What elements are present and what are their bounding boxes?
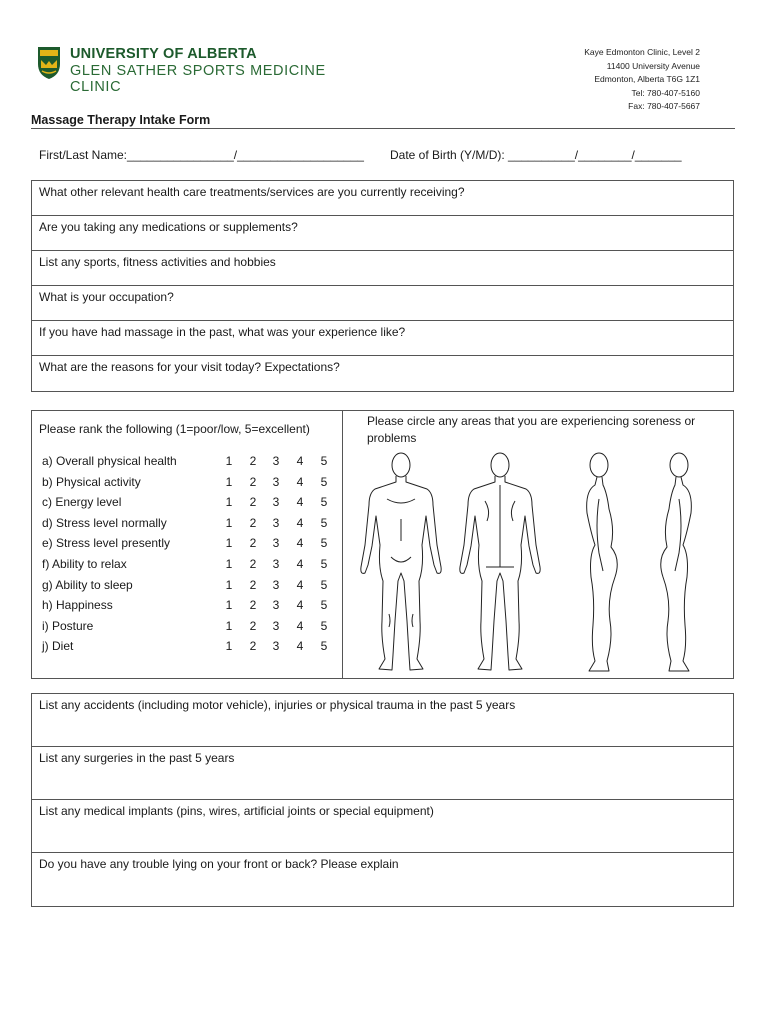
rank-option[interactable]: 1 [225,577,233,592]
rank-row [42,516,342,537]
rank-row [42,495,342,516]
rank-option[interactable]: 1 [225,618,233,633]
question-row[interactable] [32,216,733,251]
history-row[interactable] [32,747,733,800]
rank-option[interactable]: 5 [320,618,328,633]
rank-label: a) Overall physical health [42,454,177,468]
history-label: List any surgeries in the past 5 years [39,751,235,765]
rank-option[interactable]: 1 [225,515,233,530]
rank-option[interactable]: 5 [320,639,328,654]
body-front-icon[interactable] [361,453,441,670]
rank-row [42,598,342,619]
rank-label: f) Ability to relax [42,556,127,571]
rank-option[interactable]: 2 [249,639,257,654]
rank-option[interactable]: 5 [320,536,328,551]
university-name: UNIVERSITY OF ALBERTA [70,46,257,62]
general-questions-table [31,180,734,392]
rank-label: h) Happiness [42,598,113,613]
rank-option[interactable]: 4 [296,454,304,468]
question-row[interactable] [32,181,733,216]
name-field[interactable]: First/Last Name:________________/___________________ [39,148,364,162]
rank-label: j) Diet [42,639,74,654]
body-right-side-icon[interactable] [587,453,618,671]
rank-option[interactable]: 2 [249,495,257,510]
rank-option[interactable]: 4 [296,536,304,551]
question-label: Are you taking any medications or supplements? [39,220,298,234]
rank-row [42,578,342,599]
question-label: If you have had massage in the past, what was your experience like? [39,325,406,339]
question-row[interactable] [32,356,733,391]
question-label: What are the reasons for your visit today? Expectations? [39,360,340,374]
rank-option[interactable]: 4 [296,598,304,613]
rank-option[interactable]: 1 [225,454,233,468]
question-row[interactable] [32,321,733,356]
body-back-icon[interactable] [460,453,540,670]
rank-option[interactable]: 3 [272,639,280,654]
rank-option[interactable]: 4 [296,577,304,592]
rank-option[interactable]: 5 [320,556,328,571]
history-label: List any medical implants (pins, wires, artificial joints or special equipment) [39,804,434,818]
rank-option[interactable]: 1 [225,474,233,489]
rank-row [42,619,342,640]
rank-label: g) Ability to sleep [42,577,133,592]
rank-option[interactable]: 1 [225,598,233,613]
rank-option[interactable]: 5 [320,454,328,468]
clinic-logo [36,44,366,95]
form-title: Massage Therapy Intake Form [31,113,211,127]
rank-option[interactable]: 2 [249,618,257,633]
rank-option[interactable]: 3 [272,618,280,633]
address-line: Edmonton, Alberta T6G 1Z1 [594,74,700,85]
rank-label: e) Stress level presently [42,536,171,551]
history-label: Do you have any trouble lying on your front or back? Please explain [39,857,399,871]
clinic-address [584,46,700,114]
rank-option[interactable]: 2 [249,454,257,468]
rank-option[interactable]: 4 [296,618,304,633]
rank-option[interactable]: 2 [249,598,257,613]
rank-option[interactable]: 2 [249,515,257,530]
rank-option[interactable]: 4 [296,556,304,571]
rank-option[interactable]: 3 [272,598,280,613]
rank-option[interactable]: 4 [296,474,304,489]
rank-option[interactable]: 2 [249,536,257,551]
rank-option[interactable]: 2 [249,474,257,489]
rank-option[interactable]: 1 [225,495,233,510]
rank-heading: Please rank the following (1=poor/low, 5=excellent) [39,422,310,436]
rank-option[interactable]: 3 [272,577,280,592]
rank-option[interactable]: 2 [249,577,257,592]
question-row[interactable] [32,251,733,286]
question-label: What is your occupation? [39,290,174,304]
rank-option[interactable]: 5 [320,515,328,530]
rank-row [42,536,342,557]
phone-line: Tel: 780-407-5160 [631,87,700,98]
rank-option[interactable]: 3 [272,495,280,510]
rank-option[interactable]: 4 [296,639,304,654]
rank-row [42,475,342,496]
rank-option[interactable]: 5 [320,495,328,510]
body-left-side-icon[interactable] [661,453,692,671]
rank-option[interactable]: 3 [272,556,280,571]
rank-label: b) Physical activity [42,474,141,489]
body-chart[interactable] [345,449,730,677]
rank-label: i) Posture [42,618,94,633]
clinic-name: GLEN SATHER SPORTS MEDICINE CLINIC [70,63,326,95]
title-divider [31,128,735,129]
rank-option[interactable]: 1 [225,639,233,654]
rank-list [42,454,342,660]
address-line: Kaye Edmonton Clinic, Level 2 [584,47,700,57]
history-row[interactable] [32,800,733,853]
rank-row [42,639,342,660]
question-label: List any sports, fitness activities and hobbies [39,255,276,269]
history-row[interactable] [32,694,733,747]
body-chart-heading: Please circle any areas that you are experiencing soreness or problems [367,414,696,445]
rank-option[interactable]: 3 [272,515,280,530]
rank-option[interactable]: 3 [272,454,280,468]
rank-option[interactable]: 1 [225,536,233,551]
rank-row [42,557,342,578]
rank-option[interactable]: 5 [320,598,328,613]
rank-label: c) Energy level [42,495,122,510]
rank-option[interactable]: 5 [320,577,328,592]
rank-option[interactable]: 5 [320,474,328,489]
rank-row [42,454,342,475]
dob-field[interactable]: Date of Birth (Y/M/D): __________/________/_______ [390,148,682,162]
address-line: 11400 University Avenue [606,60,700,71]
question-label: What other relevant health care treatments/services are you currently receiving? [39,185,465,199]
rank-option[interactable]: 1 [225,556,233,571]
question-row[interactable] [32,286,733,321]
rank-option[interactable]: 3 [272,474,280,489]
fax-line: Fax: 780-407-5667 [628,101,700,112]
university-crest-icon [36,44,62,80]
rank-option[interactable]: 2 [249,556,257,571]
section-divider [342,411,343,678]
rank-option[interactable]: 4 [296,495,304,510]
history-row[interactable] [32,853,733,906]
history-questions-table [31,693,734,907]
rank-label: d) Stress level normally [42,515,167,530]
rank-option[interactable]: 4 [296,515,304,530]
history-label: List any accidents (including motor vehicle), injuries or physical trauma in the past 5 years [39,698,516,712]
rank-option[interactable]: 3 [272,536,280,551]
ranking-and-body-chart [31,410,734,679]
